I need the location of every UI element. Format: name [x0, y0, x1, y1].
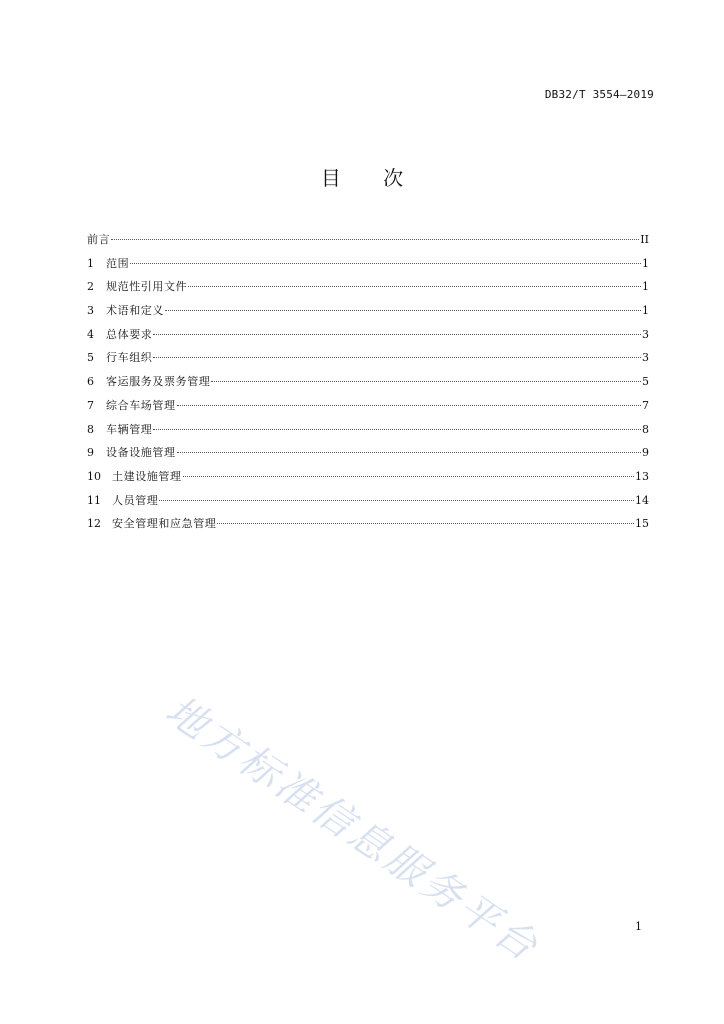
toc-entry-number: 7 — [87, 398, 94, 412]
toc-entry-terms-definitions[interactable] — [87, 299, 649, 323]
toc-entry-label: 土建设施管理 — [112, 469, 182, 483]
toc-entry-number: 11 — [87, 493, 101, 507]
toc-entry-number: 10 — [87, 469, 101, 483]
toc-entry-label: 客运服务及票务管理 — [106, 375, 211, 389]
toc-entry-number: 4 — [87, 327, 94, 341]
toc-entry-page: 1 — [642, 256, 649, 270]
toc-leader-dots — [183, 476, 634, 477]
toc-entry-number: 3 — [87, 304, 94, 318]
toc-entry-page: 9 — [642, 446, 649, 460]
toc-entry-normative-references[interactable] — [87, 275, 649, 299]
toc-leader-dots — [111, 239, 639, 240]
toc-leader-dots — [188, 286, 641, 287]
toc-entry-label: 行车组织 — [106, 351, 153, 365]
toc-entry-passenger-ticketing[interactable] — [87, 370, 649, 394]
toc-leader-dots — [153, 334, 641, 335]
toc-leader-dots — [177, 452, 641, 453]
toc-entry-label: 安全管理和应急管理 — [112, 517, 217, 531]
toc-entry-number: 8 — [87, 422, 94, 436]
toc-title: 目 次 — [320, 166, 422, 190]
toc-entry-label: 车辆管理 — [106, 422, 153, 436]
toc-entry-page: 8 — [642, 422, 649, 436]
page-number: 1 — [635, 920, 642, 933]
toc-leader-dots — [153, 357, 641, 358]
toc-leader-dots — [153, 429, 641, 430]
toc-entry-number: 12 — [87, 517, 101, 531]
toc-entry-foreword[interactable] — [87, 228, 649, 252]
toc-entry-depot-management[interactable] — [87, 394, 649, 418]
toc-entry-personnel-management[interactable] — [87, 489, 649, 513]
toc-entry-page: II — [640, 233, 649, 246]
toc-entry-safety-emergency[interactable] — [87, 512, 649, 536]
toc-entry-number: 5 — [87, 351, 94, 365]
toc-entry-page: 13 — [635, 469, 649, 483]
toc-entry-number: 1 — [87, 256, 94, 270]
toc-entry-page: 3 — [642, 327, 649, 341]
toc-entry-scope[interactable] — [87, 252, 649, 276]
toc-entry-number: 9 — [87, 446, 94, 460]
toc-leader-dots — [165, 310, 641, 311]
toc-entry-label: 术语和定义 — [106, 304, 164, 318]
toc-entry-label: 范围 — [106, 256, 130, 270]
toc-entry-label: 总体要求 — [106, 327, 153, 341]
toc-entry-civil-facilities[interactable] — [87, 465, 649, 489]
toc-entry-page: 3 — [642, 351, 649, 365]
toc-entry-vehicle-management[interactable] — [87, 418, 649, 442]
toc-entry-page: 15 — [635, 517, 649, 531]
toc-leader-dots — [130, 263, 641, 264]
toc-entry-number: 6 — [87, 375, 94, 389]
toc-entry-label: 规范性引用文件 — [106, 280, 188, 294]
toc-entry-page: 7 — [642, 398, 649, 412]
toc-entry-equipment-management[interactable] — [87, 441, 649, 465]
toc-entry-label: 前言 — [87, 233, 111, 246]
toc-leader-dots — [217, 523, 634, 524]
toc-leader-dots — [177, 405, 641, 406]
toc-entry-page: 1 — [642, 304, 649, 318]
toc-entry-label: 综合车场管理 — [106, 398, 176, 412]
toc-entry-train-operation[interactable] — [87, 346, 649, 370]
toc-leader-dots — [159, 500, 634, 501]
toc-entry-label: 设备设施管理 — [106, 446, 176, 460]
toc-entry-page: 14 — [635, 493, 649, 507]
watermark: 地方标准信息服务平台 — [157, 687, 548, 972]
toc-entry-page: 1 — [642, 280, 649, 294]
table-of-contents — [87, 228, 649, 536]
toc-entry-label: 人员管理 — [112, 493, 159, 507]
standard-code: DB32/T 3554—2019 — [544, 88, 654, 101]
toc-leader-dots — [211, 381, 641, 382]
toc-entry-number: 2 — [87, 280, 94, 294]
toc-entry-page: 5 — [642, 375, 649, 389]
toc-entry-general-requirements[interactable] — [87, 323, 649, 347]
